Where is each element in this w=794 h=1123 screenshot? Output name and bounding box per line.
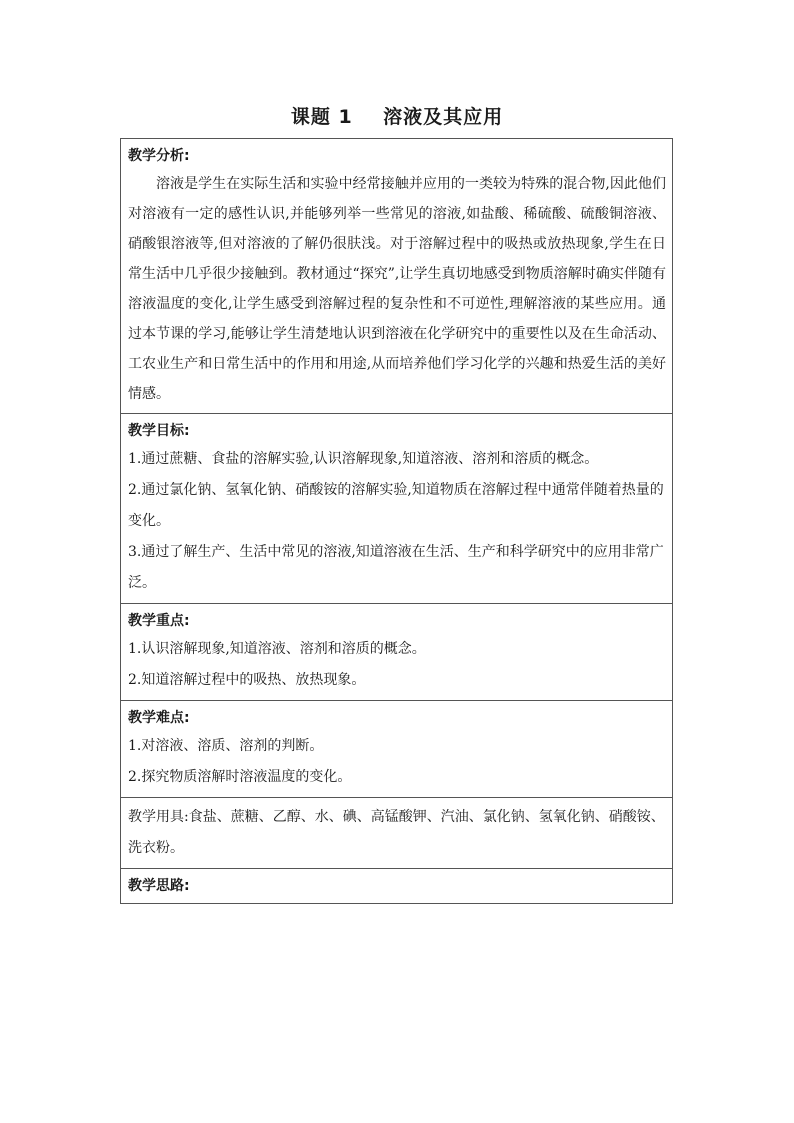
analysis-paragraph: 溶液是学生在实际生活和实验中经常接触并应用的一类较为特殊的混合物,因此他们对溶液有一定的感性认识,并能够列举一些常见的溶液,如盐酸、稀硫酸、硫酸铜溶液、硝酸银溶液等,但对溶液的了解仍很肤浅。对于溶解过程中的吸热或放热现象,学生在日常生活中几乎很少接触到。教材通过“探究”,让学生真切地感受到物质溶解时确实伴随有溶液温度的变化,让学生感受到溶解过程的复杂性和不可逆性,理解溶液的某些应用。通过本节课的学习,能够让学生清楚地认识到溶液在化学研究中的重要性以及在生命活动、工农业生产和日常生活中的作用和用途,从而培养他们学习化学的兴趣和热爱生活的美好情感。 [128,176,666,402]
lesson-plan-table [120,138,673,904]
tools-section [121,798,672,869]
difficulty-item: 2.探究物质溶解时溶液温度的变化。 [128,769,352,785]
key-points-section [121,604,672,701]
goal-item: 3.通过了解生产、生活中常见的溶液,知道溶液在生活、生产和科学研究中的应用非常广泛。 [128,544,664,591]
key-point-item: 1.认识溶解现象,知道溶液、溶剂和溶质的概念。 [128,641,426,657]
analysis-section [121,139,672,414]
goal-item: 1.通过蔗糖、食盐的溶解实验,认识溶解现象,知道溶液、溶剂和溶质的概念。 [128,451,599,467]
approach-section [121,869,672,903]
tools-text: 教学用具:食盐、蔗糖、乙醇、水、碘、高锰酸钾、汽油、氯化钠、氢氧化钠、硝酸铵、洗衣粉。 [128,809,665,856]
difficulties-section [121,701,672,798]
goal-item: 2.通过氯化钠、氢氧化钠、硝酸铵的溶解实验,知道物质在溶解过程中通常伴随着热量的变化。 [128,482,664,529]
goals-section [121,414,672,604]
goals-label: 教学目标: [128,423,190,439]
key-point-item: 2.知道溶解过程中的吸热、放热现象。 [128,672,366,688]
page-title: 课题 1 溶液及其应用 [290,106,504,128]
key-points-label: 教学重点: [128,613,190,629]
analysis-label: 教学分析: [128,148,190,164]
approach-label: 教学思路: [128,878,190,894]
difficulties-label: 教学难点: [128,710,190,726]
difficulty-item: 1.对溶液、溶质、溶剂的判断。 [128,738,324,754]
